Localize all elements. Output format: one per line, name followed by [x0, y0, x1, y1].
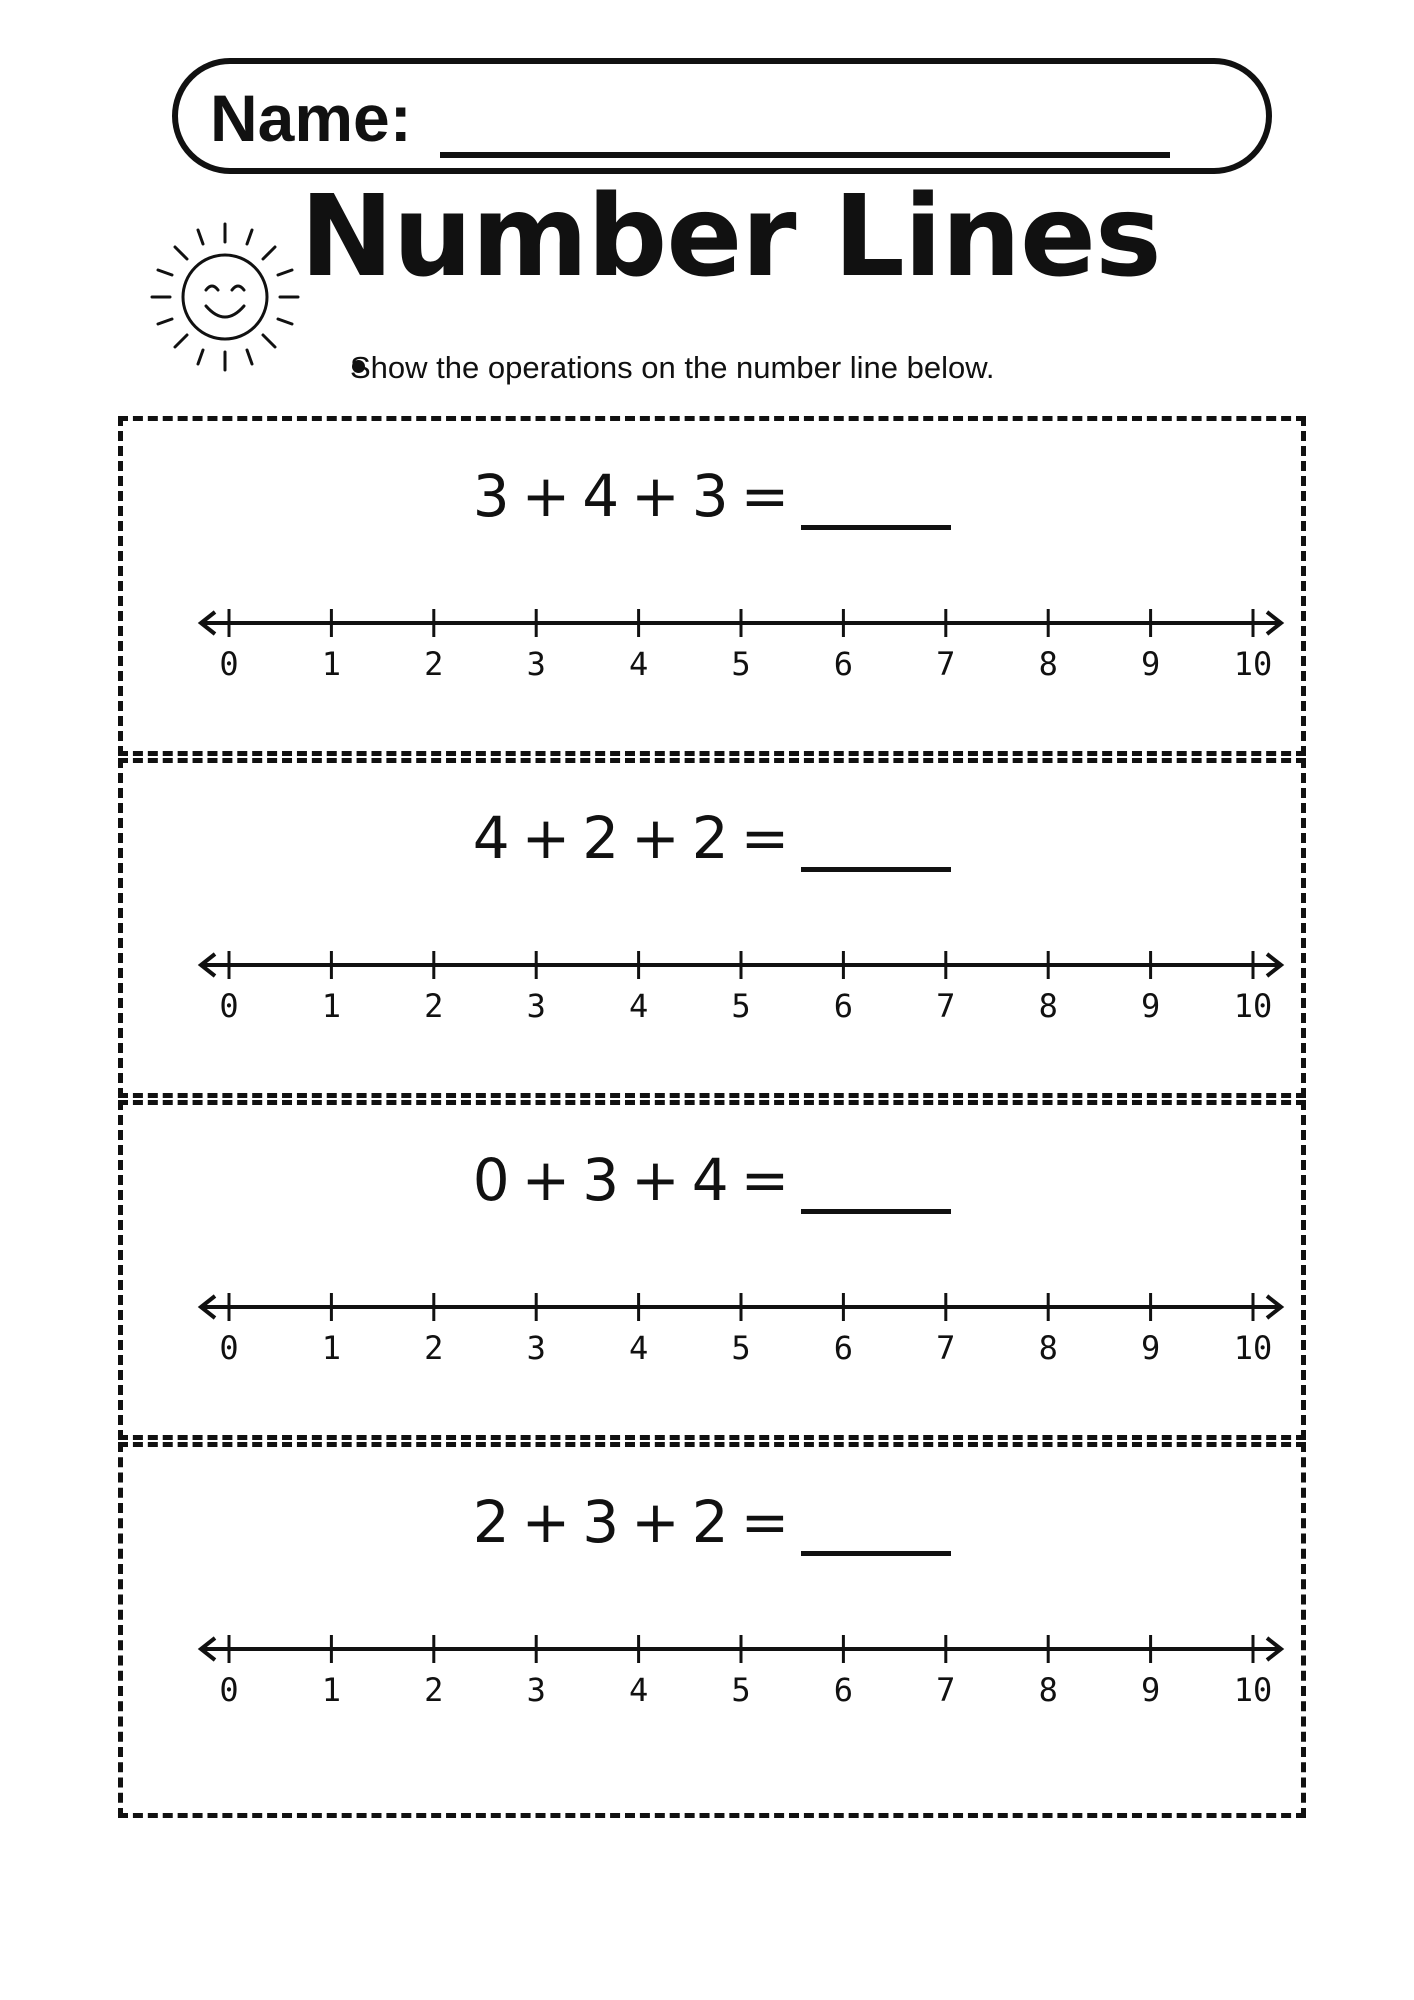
problem-panel-1	[118, 416, 1306, 756]
number-line	[123, 421, 1301, 751]
equation-term: 3	[472, 462, 510, 530]
tick-label: 8	[1038, 1671, 1058, 1709]
tick-label: 0	[219, 645, 239, 683]
equation-term: 3	[691, 462, 729, 530]
tick-label: 0	[219, 987, 239, 1025]
tick-label: 10	[1233, 1671, 1273, 1709]
plus-sign: +	[631, 462, 680, 530]
tick-label: 8	[1038, 645, 1058, 683]
equation-term: 2	[472, 1488, 510, 1556]
tick-label: 2	[424, 1671, 444, 1709]
name-box	[172, 58, 1272, 174]
tick-label: 2	[424, 1329, 444, 1367]
tick-label: 9	[1140, 987, 1161, 1025]
tick-label: 3	[526, 645, 546, 683]
smiling-sun-icon	[140, 212, 310, 382]
equals-sign: =	[740, 1488, 790, 1556]
tick-label: 1	[321, 645, 342, 683]
tick-label: 4	[628, 1671, 649, 1709]
tick-label: 3	[526, 1329, 546, 1367]
equation-term: 4	[691, 1146, 729, 1214]
tick-label: 7	[936, 987, 956, 1025]
number-line	[123, 1447, 1301, 1777]
plus-sign: +	[631, 1146, 680, 1214]
tick-label: 1	[321, 1329, 342, 1367]
equation-term: 3	[582, 1146, 620, 1214]
problem-panel-3	[118, 1100, 1306, 1440]
plus-sign: +	[521, 462, 571, 530]
tick-label: 8	[1038, 1329, 1058, 1367]
name-field[interactable]	[440, 152, 1170, 158]
tick-label: 9	[1140, 645, 1161, 683]
tick-label: 0	[219, 1671, 239, 1709]
equals-sign: =	[740, 804, 790, 872]
page-title: Number Lines	[300, 172, 1161, 302]
tick-label: 4	[628, 987, 649, 1025]
equals-sign: =	[740, 462, 790, 530]
tick-label: 5	[731, 645, 751, 683]
tick-label: 7	[936, 1671, 956, 1709]
number-line	[123, 1105, 1301, 1435]
problem-panel-4	[118, 1442, 1306, 1818]
tick-label: 10	[1233, 645, 1273, 683]
tick-label: 5	[731, 1329, 751, 1367]
tick-label: 7	[936, 1329, 956, 1367]
plus-sign: +	[521, 1146, 571, 1214]
plus-sign: +	[631, 804, 680, 872]
tick-label: 5	[731, 987, 751, 1025]
tick-label: 3	[526, 987, 546, 1025]
problem-panel-2	[118, 758, 1306, 1098]
tick-label: 7	[936, 645, 956, 683]
equation-term: 2	[691, 1488, 729, 1556]
tick-label: 10	[1233, 987, 1273, 1025]
tick-label: 5	[731, 1671, 751, 1709]
equation-term: 2	[691, 804, 729, 872]
plus-sign: +	[631, 1488, 680, 1556]
tick-label: 1	[321, 1671, 342, 1709]
equation-term: 2	[582, 804, 620, 872]
number-line	[123, 763, 1301, 1093]
tick-label: 4	[628, 1329, 649, 1367]
tick-label: 8	[1038, 987, 1058, 1025]
tick-label: 10	[1233, 1329, 1273, 1367]
tick-label: 2	[424, 987, 444, 1025]
tick-label: 9	[1140, 1329, 1161, 1367]
tick-label: 6	[833, 1329, 854, 1367]
tick-label: 6	[833, 987, 854, 1025]
tick-label: 9	[1140, 1671, 1161, 1709]
instruction-text: Show the operations on the number line below.	[350, 350, 995, 385]
tick-label: 3	[526, 1671, 546, 1709]
equation-term: 0	[472, 1146, 510, 1214]
plus-sign: +	[521, 804, 571, 872]
name-label: Name:	[210, 81, 412, 155]
tick-label: 6	[833, 645, 854, 683]
equation-term: 4	[472, 804, 510, 872]
tick-label: 1	[321, 987, 342, 1025]
tick-label: 0	[219, 1329, 239, 1367]
plus-sign: +	[521, 1488, 571, 1556]
equals-sign: =	[740, 1146, 790, 1214]
tick-label: 2	[424, 645, 444, 683]
equation-term: 4	[582, 462, 620, 530]
tick-label: 6	[833, 1671, 854, 1709]
tick-label: 4	[628, 645, 649, 683]
equation-term: 3	[582, 1488, 620, 1556]
